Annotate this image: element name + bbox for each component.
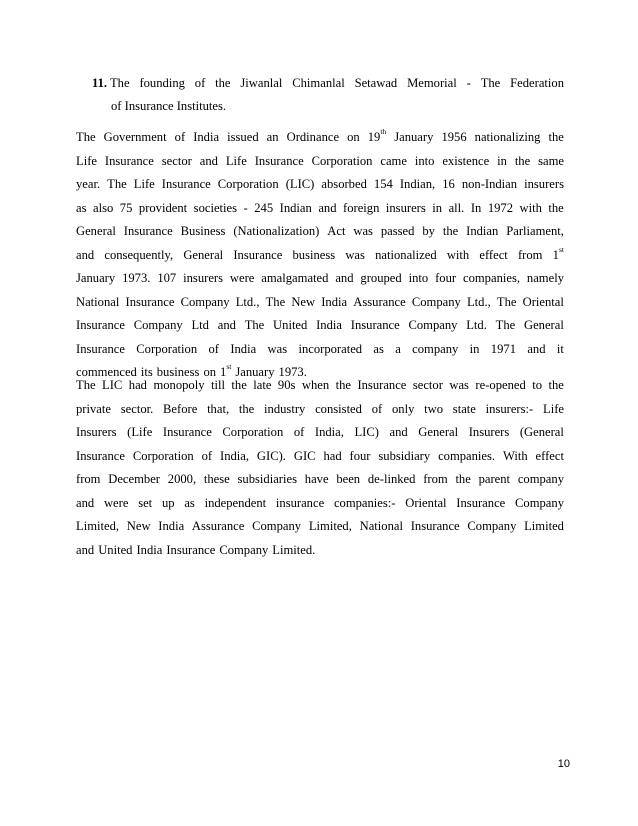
word: Insurers bbox=[76, 425, 117, 439]
word: LIC) bbox=[354, 425, 379, 439]
text-line bbox=[76, 197, 564, 221]
word: Insurance bbox=[233, 247, 283, 262]
word: United bbox=[98, 542, 133, 557]
word: were bbox=[229, 271, 255, 285]
word: private bbox=[76, 401, 111, 416]
word: Before bbox=[163, 401, 198, 416]
word: with bbox=[519, 200, 542, 215]
word: 11. The bbox=[92, 72, 130, 95]
word: Insurance bbox=[161, 177, 211, 191]
paragraph-lic-monopoly bbox=[76, 374, 564, 562]
word: 90s bbox=[277, 378, 296, 392]
word: non-Indian bbox=[461, 177, 518, 191]
word: Life bbox=[76, 153, 97, 168]
word: The bbox=[495, 318, 516, 332]
word: Insurance bbox=[166, 542, 216, 557]
word: only bbox=[391, 401, 415, 416]
word: the bbox=[442, 224, 459, 238]
word: - bbox=[243, 200, 248, 215]
word: of bbox=[174, 130, 186, 144]
word: Government bbox=[103, 130, 167, 144]
word: - bbox=[466, 76, 471, 90]
word: India bbox=[193, 130, 220, 144]
word: (Life bbox=[127, 425, 153, 439]
text-line bbox=[76, 173, 564, 197]
word: its bbox=[140, 365, 153, 379]
ordinal-suffix: st bbox=[226, 362, 232, 371]
word: business bbox=[292, 247, 336, 262]
word: to bbox=[532, 378, 543, 392]
word: Life bbox=[543, 401, 564, 416]
word: came bbox=[380, 153, 407, 168]
word: year. bbox=[76, 177, 101, 191]
word: The bbox=[496, 294, 517, 309]
word: Insurance bbox=[125, 294, 175, 309]
word: January bbox=[76, 271, 116, 285]
word: and bbox=[217, 318, 236, 332]
word: as bbox=[373, 341, 384, 356]
word: the bbox=[548, 378, 564, 392]
text-line bbox=[76, 468, 564, 492]
word: The bbox=[244, 318, 265, 332]
word: 1972 bbox=[487, 200, 513, 215]
word: absorbed bbox=[321, 177, 367, 191]
word: founding bbox=[139, 76, 185, 90]
word: the bbox=[215, 76, 231, 90]
word: Parliament, bbox=[506, 224, 564, 238]
word: insurers bbox=[385, 200, 426, 215]
word: also bbox=[93, 200, 114, 215]
word: 1st bbox=[552, 244, 564, 262]
word: state bbox=[452, 401, 476, 416]
text-line bbox=[76, 314, 564, 338]
word: sector bbox=[161, 153, 192, 168]
word: Limited, bbox=[76, 519, 120, 533]
word: 1st bbox=[220, 362, 232, 379]
word: Insurance bbox=[123, 224, 173, 238]
word: and bbox=[76, 247, 95, 262]
word: Chimanlal bbox=[292, 76, 345, 90]
word: Assurance bbox=[191, 519, 245, 533]
word: Insurance bbox=[410, 519, 460, 533]
word: 1971 bbox=[490, 341, 516, 356]
text-line bbox=[76, 126, 564, 150]
word: insurers bbox=[183, 271, 223, 285]
word: 19th bbox=[367, 127, 387, 144]
word: foreign bbox=[343, 200, 380, 215]
text-line bbox=[76, 338, 564, 362]
word: India, bbox=[220, 448, 250, 463]
word: GIC bbox=[293, 448, 316, 463]
word: till bbox=[210, 378, 225, 392]
word: on bbox=[347, 130, 360, 144]
word: Setawad bbox=[354, 76, 398, 90]
word: Corporation bbox=[217, 177, 279, 191]
word: company bbox=[412, 341, 459, 356]
word: (LIC) bbox=[285, 177, 315, 191]
word: the bbox=[238, 401, 255, 416]
word: as bbox=[184, 495, 195, 510]
word: late bbox=[253, 378, 272, 392]
word: Life bbox=[133, 177, 155, 191]
heading-line-2: of Insurance Institutes. bbox=[111, 99, 227, 113]
word: grouped bbox=[360, 271, 402, 285]
word: (Nationalization) bbox=[233, 224, 320, 238]
word: Insurance bbox=[350, 318, 400, 332]
word: Business bbox=[180, 224, 226, 238]
word: de-linked bbox=[367, 472, 416, 486]
word: sector. bbox=[120, 401, 154, 416]
text-line bbox=[76, 291, 564, 315]
word: namely bbox=[526, 271, 564, 285]
word: consequently, bbox=[104, 247, 174, 262]
word: Company bbox=[408, 318, 458, 332]
word: Oriental bbox=[522, 294, 564, 309]
word: The bbox=[76, 378, 96, 392]
word: Limited. bbox=[272, 542, 316, 557]
ordinal-suffix: st bbox=[558, 244, 564, 254]
word: monopoly bbox=[153, 378, 205, 392]
word: Insurance bbox=[104, 153, 154, 168]
word: into bbox=[408, 271, 429, 285]
word: Ltd bbox=[191, 318, 209, 332]
word: passed bbox=[380, 224, 415, 238]
word: was bbox=[267, 341, 288, 356]
text-line bbox=[76, 445, 564, 469]
word: company bbox=[517, 472, 564, 486]
word: Insurance bbox=[162, 425, 212, 439]
ordinal-suffix: th bbox=[380, 127, 387, 136]
word: of bbox=[194, 76, 206, 90]
text-line bbox=[76, 492, 564, 516]
word: insurance bbox=[275, 495, 325, 510]
word: (General bbox=[519, 425, 564, 439]
word: the bbox=[335, 378, 351, 392]
word: a bbox=[395, 341, 401, 356]
word: were bbox=[103, 495, 129, 510]
word: in bbox=[497, 153, 507, 168]
word: from bbox=[517, 247, 543, 262]
word: General bbox=[523, 318, 564, 332]
word: societies bbox=[193, 200, 238, 215]
text-line bbox=[76, 150, 564, 174]
word: was bbox=[345, 247, 365, 262]
word: Act bbox=[327, 224, 346, 238]
word: Company bbox=[411, 294, 461, 309]
word: Company bbox=[252, 519, 302, 533]
word: Memorial bbox=[407, 76, 457, 90]
word: GIC). bbox=[256, 448, 286, 463]
word: General bbox=[76, 224, 116, 238]
word: Jiwanlal bbox=[240, 76, 283, 90]
word: 75 bbox=[119, 200, 133, 215]
word: effect bbox=[535, 448, 564, 463]
word: Corporation bbox=[311, 153, 373, 168]
word: Assurance bbox=[353, 294, 406, 309]
word: up bbox=[161, 495, 175, 510]
word: and bbox=[76, 495, 95, 510]
word: when bbox=[301, 378, 330, 392]
word: India bbox=[230, 341, 257, 356]
word: 2000, bbox=[167, 472, 197, 486]
word: Federation bbox=[510, 76, 564, 90]
word: New bbox=[291, 294, 316, 309]
word: Insurers bbox=[468, 425, 510, 439]
word: In bbox=[470, 200, 482, 215]
word: nationalizing bbox=[474, 130, 541, 144]
word: 1973. bbox=[278, 365, 307, 379]
word: India bbox=[158, 519, 185, 533]
word: Ordinance bbox=[286, 130, 340, 144]
word: subsidiary bbox=[378, 448, 431, 463]
word: the bbox=[231, 378, 247, 392]
word: four bbox=[435, 271, 457, 285]
word: Indian, bbox=[399, 177, 436, 191]
word: as bbox=[76, 200, 87, 215]
word: The bbox=[76, 130, 96, 144]
word: January bbox=[394, 130, 434, 144]
word: it bbox=[556, 341, 564, 356]
word: Ltd., bbox=[466, 294, 491, 309]
word: and bbox=[199, 153, 218, 168]
word: General bbox=[183, 247, 224, 262]
word: and bbox=[335, 271, 354, 285]
word: amalgamated bbox=[261, 271, 329, 285]
word: General bbox=[418, 425, 459, 439]
word: into bbox=[414, 153, 435, 168]
word: Corporation bbox=[222, 425, 284, 439]
word: Company bbox=[219, 542, 269, 557]
word: National bbox=[76, 294, 120, 309]
word: on bbox=[203, 365, 217, 379]
word: United bbox=[273, 318, 308, 332]
word: consisted bbox=[315, 401, 362, 416]
word: Ltd., bbox=[235, 294, 260, 309]
text-line bbox=[76, 515, 564, 539]
word: two bbox=[424, 401, 444, 416]
word: Limited bbox=[524, 519, 564, 533]
word: companies. bbox=[438, 448, 496, 463]
word: Insurance bbox=[456, 495, 506, 510]
word: four bbox=[349, 448, 371, 463]
word: With bbox=[502, 448, 528, 463]
word: National bbox=[359, 519, 403, 533]
word: have bbox=[304, 472, 329, 486]
word: parent bbox=[478, 472, 511, 486]
word: was bbox=[353, 224, 373, 238]
word: India, bbox=[314, 425, 344, 439]
word: Limited, bbox=[308, 519, 352, 533]
page-number: 10 bbox=[557, 758, 570, 770]
word: existence bbox=[442, 153, 490, 168]
text-line bbox=[76, 267, 564, 291]
word: India bbox=[316, 318, 342, 332]
text-line bbox=[76, 374, 564, 398]
heading-line-1 bbox=[92, 72, 564, 95]
word: by bbox=[422, 224, 435, 238]
word: these bbox=[203, 472, 230, 486]
word: LIC bbox=[102, 378, 123, 392]
word: Company bbox=[180, 294, 230, 309]
word: same bbox=[538, 153, 564, 168]
word: incorporated bbox=[298, 341, 363, 356]
text-line bbox=[76, 421, 564, 445]
word: Indian bbox=[466, 224, 499, 238]
word: insurers bbox=[524, 177, 564, 191]
word: the bbox=[455, 472, 471, 486]
word: and bbox=[76, 542, 95, 557]
word: provident bbox=[138, 200, 188, 215]
word: industry bbox=[264, 401, 306, 416]
paragraph-government-ordinance bbox=[76, 126, 564, 385]
word: in bbox=[469, 341, 480, 356]
word: insurers:- bbox=[485, 401, 534, 416]
word: Corporation bbox=[136, 341, 198, 356]
word: 107 bbox=[157, 271, 177, 285]
word: The bbox=[480, 76, 501, 90]
word: 154 bbox=[373, 177, 393, 191]
word: from bbox=[76, 472, 101, 486]
word: Insurance bbox=[254, 153, 304, 168]
word: companies:- bbox=[333, 495, 396, 510]
word: the bbox=[548, 200, 564, 215]
word: Insurance bbox=[76, 341, 125, 356]
text-line bbox=[76, 244, 564, 268]
word: effect bbox=[479, 247, 508, 262]
word: independent bbox=[204, 495, 267, 510]
word: companies, bbox=[463, 271, 521, 285]
word: Company bbox=[467, 519, 517, 533]
word: Insurance bbox=[76, 448, 125, 463]
word: had bbox=[128, 378, 147, 392]
text-line bbox=[76, 220, 564, 244]
text-line bbox=[76, 398, 564, 422]
word: and bbox=[318, 200, 337, 215]
word: 16 bbox=[442, 177, 455, 191]
section-heading bbox=[92, 72, 564, 118]
word: Company bbox=[133, 318, 183, 332]
word: Ltd. bbox=[466, 318, 487, 332]
word: with bbox=[446, 247, 470, 262]
word: 1956 bbox=[441, 130, 467, 144]
word: that, bbox=[207, 401, 230, 416]
word: of bbox=[208, 341, 219, 356]
word: sector bbox=[412, 378, 443, 392]
word: the bbox=[548, 130, 564, 144]
word: the bbox=[514, 153, 531, 168]
word: Corporation bbox=[132, 448, 194, 463]
word: Life bbox=[225, 153, 247, 168]
word: business bbox=[156, 365, 200, 379]
word: The bbox=[265, 294, 286, 309]
word: The bbox=[107, 177, 127, 191]
word: commenced bbox=[76, 365, 137, 379]
word: set bbox=[138, 495, 153, 510]
heading-number: 11. bbox=[92, 76, 108, 90]
word: Company bbox=[515, 495, 564, 510]
word: an bbox=[266, 130, 279, 144]
word: Oriental bbox=[405, 495, 447, 510]
word: issued bbox=[227, 130, 259, 144]
word: re-opened bbox=[475, 378, 526, 392]
word: subsidiaries bbox=[237, 472, 297, 486]
word: December bbox=[108, 472, 160, 486]
word: was bbox=[449, 378, 469, 392]
word: and bbox=[389, 425, 408, 439]
word: of bbox=[201, 448, 213, 463]
word: India bbox=[136, 542, 163, 557]
word: nationalized bbox=[375, 247, 437, 262]
text-line bbox=[76, 539, 564, 563]
word: from bbox=[423, 472, 448, 486]
word: 1973. bbox=[122, 271, 151, 285]
word: New bbox=[126, 519, 151, 533]
word: and bbox=[527, 341, 546, 356]
word: Indian bbox=[279, 200, 312, 215]
word: of bbox=[371, 401, 383, 416]
word: had bbox=[323, 448, 342, 463]
word: January bbox=[235, 365, 275, 379]
word: Insurance bbox=[76, 318, 125, 332]
word: India bbox=[321, 294, 348, 309]
word: Insurance bbox=[357, 378, 407, 392]
word: all. bbox=[448, 200, 465, 215]
word: in bbox=[432, 200, 443, 215]
word: of bbox=[293, 425, 305, 439]
word: 245 bbox=[254, 200, 274, 215]
word: been bbox=[336, 472, 361, 486]
